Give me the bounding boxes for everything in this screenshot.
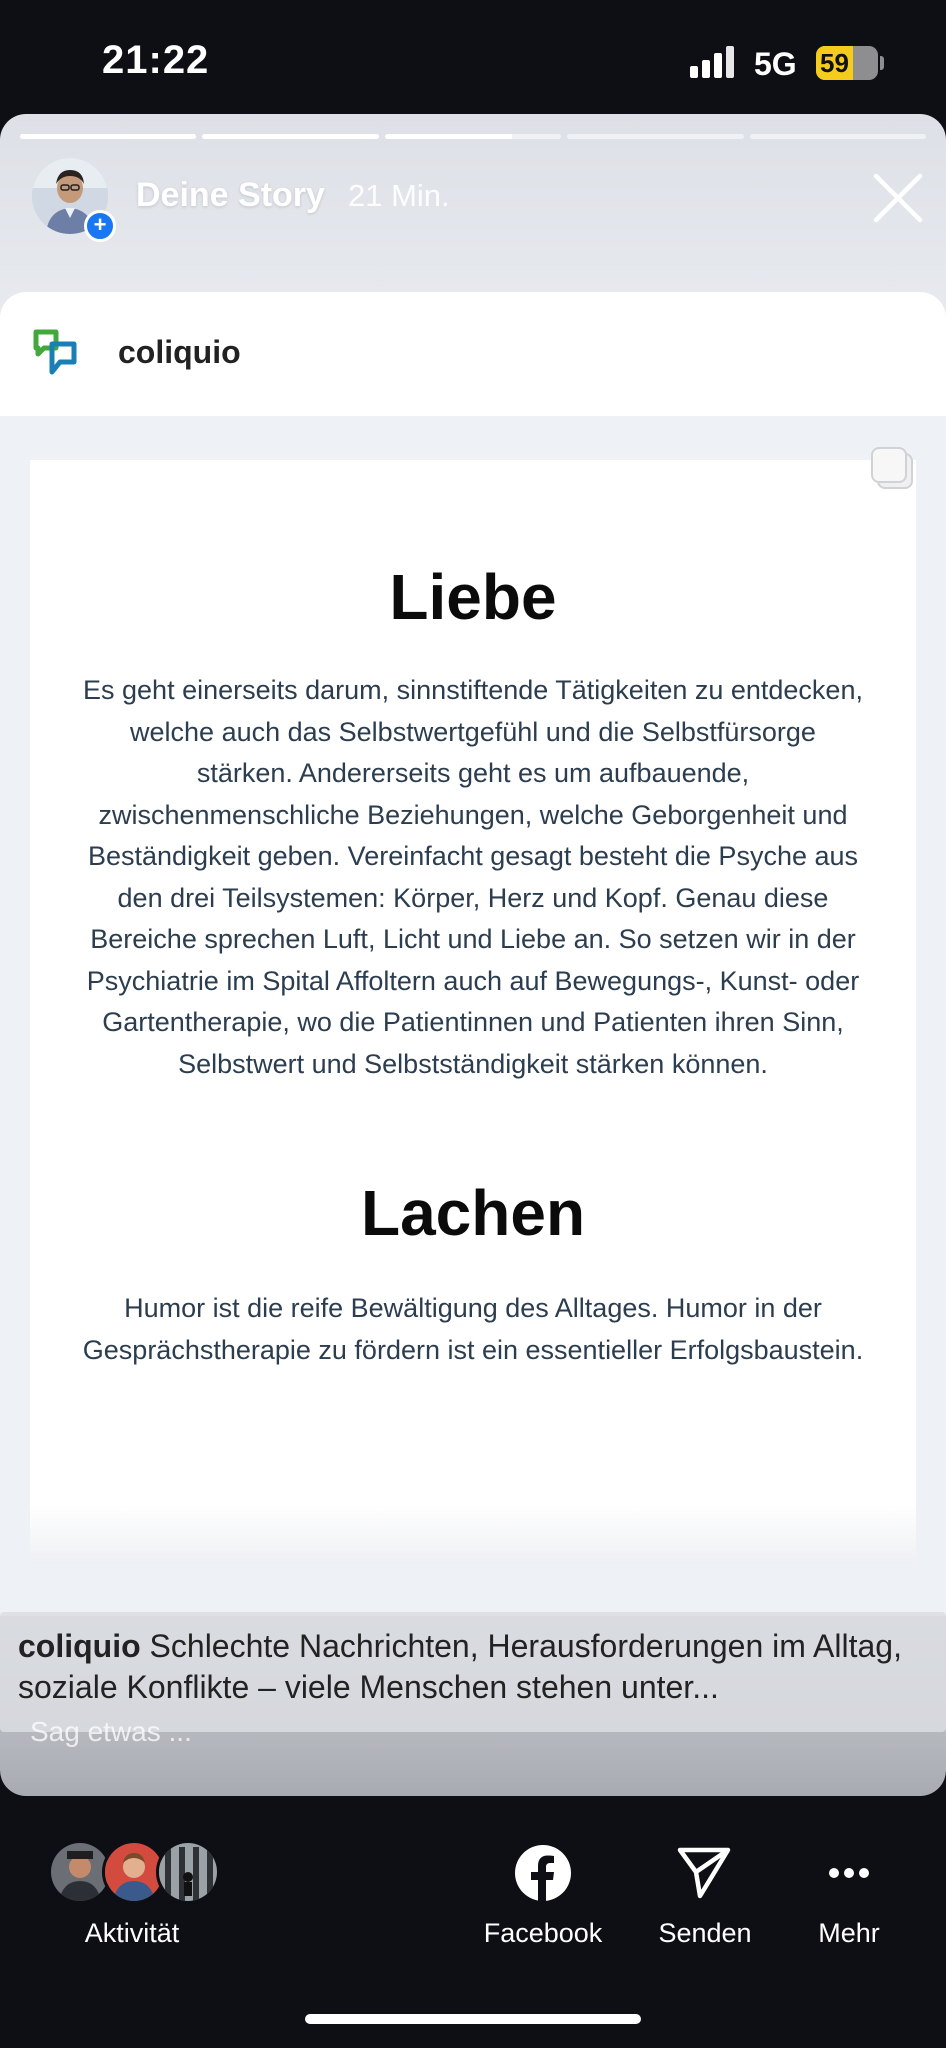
more-label[interactable]: Mehr bbox=[818, 1918, 880, 1948]
status-time: 21:22 bbox=[102, 38, 210, 82]
bottom-action-bar bbox=[0, 1800, 946, 2048]
home-indicator[interactable] bbox=[305, 2014, 641, 2024]
multi-image-icon bbox=[868, 444, 918, 494]
story-viewer[interactable] bbox=[0, 114, 946, 1796]
story-owner-name[interactable]: Deine Story bbox=[136, 176, 325, 214]
coliquio-logo-icon bbox=[30, 326, 82, 378]
story-progress-segment bbox=[750, 134, 926, 139]
add-story-icon[interactable]: + bbox=[84, 210, 116, 242]
signal-icon bbox=[690, 46, 738, 78]
facebook-label[interactable]: Facebook bbox=[483, 1918, 603, 1948]
section-text-liebe: Es geht einerseits darum, sinnstiftende Tätigkeiten zu entdecken, welche auch das Selbstwertgefühl und die Selbstfürsorge stärken. Andererseits geht es um aufbauende, zwischenmenschliche Beziehungen, welche Geborgenheit und Beständigkeit geben. Vereinfacht gesagt besteht die Psyche aus den drei Teilsystemen: Körper, Herz und Kopf. Genau diese Bereiche sprechen Luft, Licht und Liebe an. So setzen wir in der Psychiatrie im Spital Affoltern auch auf Bewegungs-, Kunst- oder Gartentherapie, wo die Patientinnen und Patienten ihren Sinn, Selbstwert und Selbstständigkeit stärken können. bbox=[83, 675, 863, 1079]
facebook-icon[interactable] bbox=[514, 1844, 572, 1907]
story-timestamp: 21 Min. bbox=[348, 178, 450, 213]
battery-level: 59 bbox=[820, 48, 849, 78]
story-progress-segment bbox=[567, 134, 743, 139]
story-header bbox=[0, 158, 946, 268]
story-progress-segment bbox=[385, 134, 561, 139]
post-image[interactable] bbox=[30, 460, 916, 1564]
reply-input[interactable]: Sag etwas ... bbox=[30, 1716, 192, 1747]
viewer-avatar bbox=[156, 1840, 220, 1904]
caption-author: coliquio bbox=[18, 1628, 141, 1664]
send-icon[interactable] bbox=[676, 1844, 732, 1905]
section-text-lachen: Humor ist die reife Bewältigung des Alltages. Humor in der Gesprächstherapie zu fördern ist ein essentieller Erfolgsbaustein. bbox=[82, 1293, 864, 1365]
close-icon[interactable] bbox=[870, 170, 926, 226]
section-heading-liebe: Liebe bbox=[389, 561, 557, 633]
post-caption bbox=[18, 1626, 928, 1710]
activity-avatars[interactable] bbox=[48, 1840, 218, 1904]
network-type: 5G bbox=[754, 46, 797, 82]
battery-icon bbox=[816, 46, 878, 80]
send-label[interactable]: Senden bbox=[658, 1918, 752, 1948]
story-progress bbox=[20, 134, 926, 140]
shared-post-header[interactable] bbox=[0, 292, 946, 416]
more-icon[interactable] bbox=[828, 1866, 870, 1884]
caption-text: Schlechte Nachrichten, Herausforderungen im Alltag, soziale Konflikte – viele Menschen stehen unter... bbox=[18, 1628, 902, 1705]
brand-name[interactable]: coliquio bbox=[118, 334, 241, 370]
battery-tip bbox=[880, 56, 884, 70]
section-heading-lachen: Lachen bbox=[360, 1177, 586, 1249]
story-progress-segment bbox=[202, 134, 378, 139]
story-progress-segment bbox=[20, 134, 196, 139]
status-bar bbox=[0, 0, 946, 112]
activity-label[interactable]: Aktivität bbox=[84, 1918, 180, 1948]
caption-box[interactable] bbox=[0, 1612, 946, 1732]
image-fade bbox=[30, 1504, 916, 1564]
